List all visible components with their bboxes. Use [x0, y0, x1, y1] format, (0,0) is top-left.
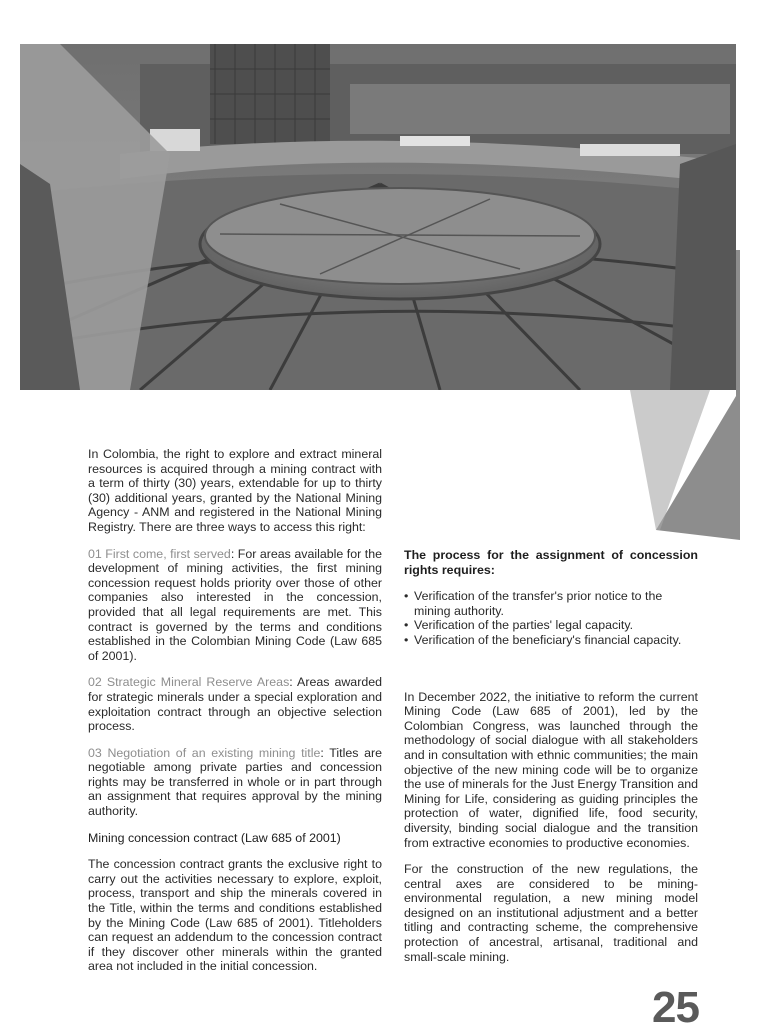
reform-paragraph: In December 2022, the initiative to reform the current Mining Code (Law 685 of 2001), led by the Colombian Congress, was launched through the methodology of social dialogue with all stakeholders and in consultation with ethnic communities; the main objective of the new mining code will be to organize the use of minerals for the Just Energy Transition and Mining for Life, considering as guiding principles the protection of water, dignified life, food security, diversity, binding social dialogue and the transition from extractive economies to productive economies. — [404, 689, 698, 850]
regulation-paragraph: For the construction of the new regulations, the central axes are considered to be mining-environmental regulation, a new mining model designed on an institutional adjustment and a better titling and contracting scheme, the comprehensive protection of ancestral, artisanal, traditional and small-scale mining. — [404, 862, 698, 964]
access-item-first-come — [88, 547, 382, 664]
list-item: • Verification of the beneficiary's financial capacity. — [404, 633, 698, 648]
list-item: • Verification of the transfer's prior notice to the mining authority. — [404, 589, 698, 618]
left-column — [88, 447, 382, 986]
process-heading: The process for the assignment of concession rights requires: — [404, 548, 698, 577]
right-column — [404, 548, 698, 976]
item-label: 03 Negotiation of an existing mining title — [88, 745, 321, 760]
item-text: : For areas available for the development of mining activities, the first mining concession request holds priority over those of other companies also interested in the concession, provided that all legal requirements are met. This contract is governed by the terms and conditions established in the Colombian Mining Code (Law 685 of 2001). — [88, 546, 382, 663]
list-item: • Verification of the parties' legal capacity. — [404, 618, 698, 633]
access-item-strategic-reserve — [88, 675, 382, 733]
item-text: : Titles are negotiable among private parties and concession rights may be transferred in whole or in part through an assignment that requires approval by the mining authority. — [88, 745, 382, 819]
item-label: 02 Strategic Mineral Reserve Areas — [88, 675, 290, 690]
access-item-negotiation — [88, 746, 382, 819]
page-number: 25 — [652, 986, 699, 1024]
requirements-list — [404, 589, 698, 647]
item-label: 01 First come, first served — [88, 546, 231, 561]
decorative-wedge — [600, 250, 740, 540]
item-text: : Areas awarded for strategic minerals under a special exploration and exploitation contract through an objective selection process. — [88, 675, 382, 734]
contract-paragraph: The concession contract grants the exclusive right to carry out the activities necessary to explore, exploit, process, transport and ship the minerals covered in the Title, within the terms and conditions established by the Mining Code (Law 685 of 2001). Titleholders can request an addendum to the concession contract if they discover other minerals within the granted area not included in the initial concession. — [88, 857, 382, 974]
contract-heading: Mining concession contract (Law 685 of 2001) — [88, 830, 341, 845]
intro-paragraph: In Colombia, the right to explore and extract mineral resources is acquired through a mining contract with a term of thirty (30) years, extendable for up to thirty (30) additional years, granted by the National Mining Agency - ANM and registered in the National Mining Registry. There are three ways to access this right: — [88, 447, 382, 534]
